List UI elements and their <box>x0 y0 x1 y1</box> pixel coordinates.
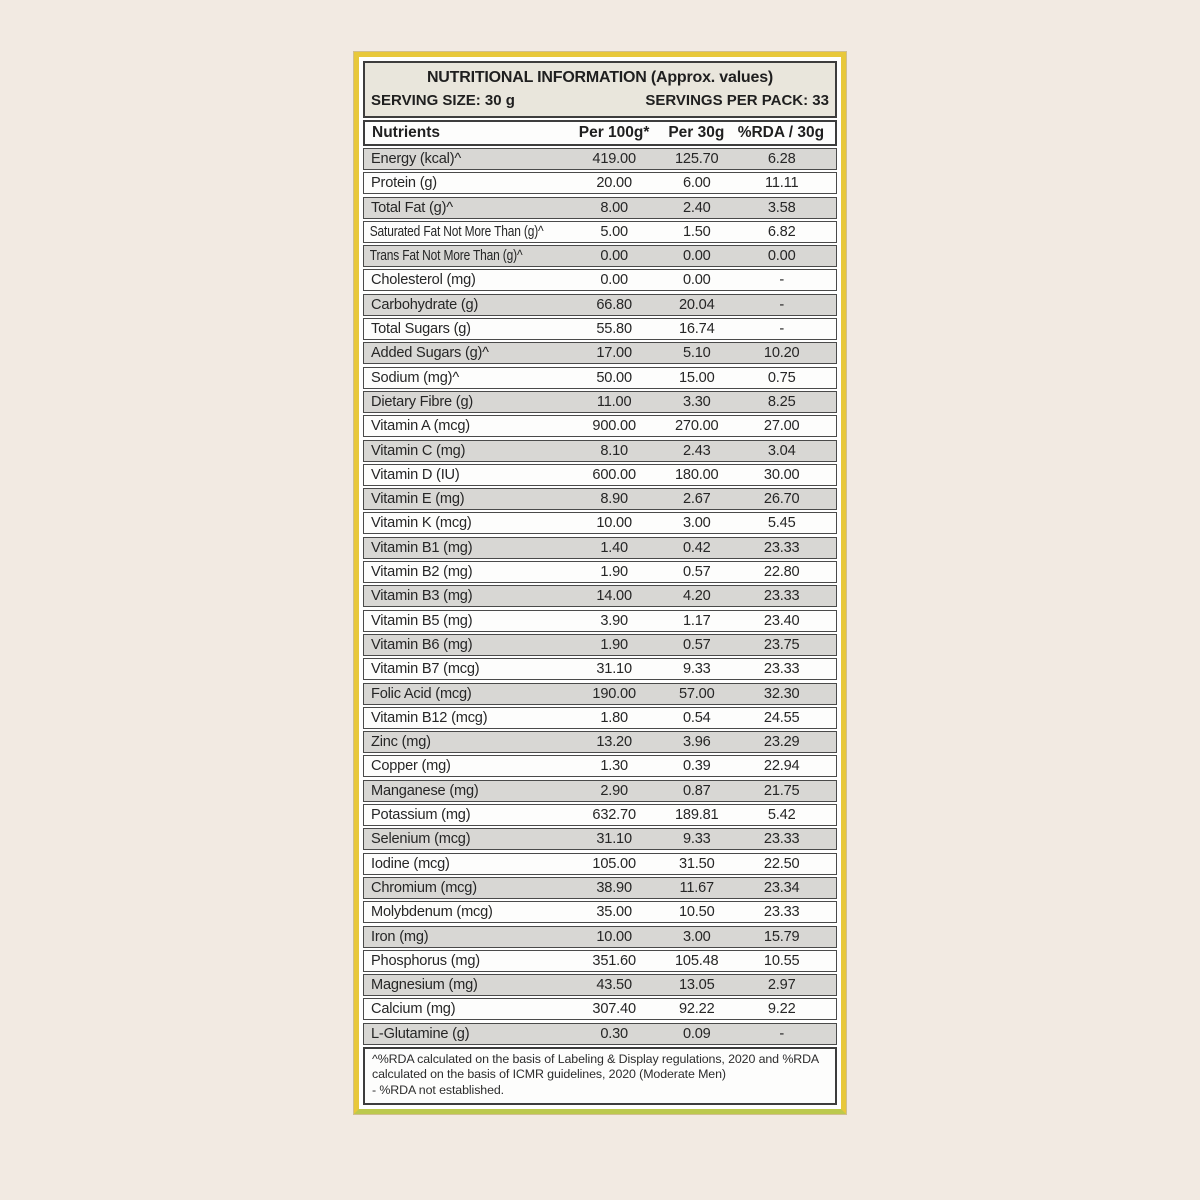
per-30g-value: 15.00 <box>678 369 715 386</box>
table-row <box>363 804 837 826</box>
per-30g-value: 125.70 <box>675 151 719 167</box>
rda-value: 5.42 <box>767 807 796 824</box>
per-30g-value: 0.42 <box>682 539 711 556</box>
per-100g-value: 38.90 <box>596 879 632 896</box>
nutrient-name: Manganese (mg) <box>371 782 479 799</box>
table-row <box>363 561 837 583</box>
label-header <box>363 61 837 118</box>
per-30g-value: 2.67 <box>682 491 711 508</box>
per-100g-value: 1.90 <box>600 636 628 653</box>
nutrient-name: Vitamin B3 (mg) <box>371 588 473 605</box>
per-100g-value: 900.00 <box>592 418 636 435</box>
table-row <box>363 998 837 1020</box>
nutrient-name: Cholesterol (mg) <box>371 272 476 289</box>
per-30g-value: 4.20 <box>682 588 711 605</box>
table-row <box>363 610 837 632</box>
nutrient-name: Sodium (mg)^ <box>371 369 459 386</box>
per-100g-value: 600.00 <box>592 466 636 483</box>
per-30g-value: 5.10 <box>682 345 711 362</box>
per-100g-value: 1.80 <box>600 709 628 726</box>
rda-value: 32.30 <box>763 685 800 702</box>
per-100g-value: 31.10 <box>596 831 632 848</box>
table-row <box>363 877 837 899</box>
per-30g-value: 0.00 <box>682 272 711 289</box>
per-100g-value: 8.00 <box>600 199 628 216</box>
per-100g-value: 632.70 <box>592 807 636 824</box>
per-30g-value: 0.57 <box>682 636 711 653</box>
nutrient-name: Vitamin B7 (mcg) <box>371 661 480 678</box>
per-100g-value: 43.50 <box>596 977 632 994</box>
per-30g-value: 1.50 <box>682 223 711 240</box>
rda-value: 2.97 <box>767 977 796 994</box>
nutrient-name: Phosphorus (mg) <box>371 952 480 969</box>
per-30g-value: 16.74 <box>678 321 715 338</box>
column-header-per-100g: Per 100g* <box>578 124 650 141</box>
per-100g-value: 190.00 <box>592 685 636 702</box>
per-30g-value: 11.67 <box>679 879 714 896</box>
per-100g-value: 3.90 <box>600 612 628 629</box>
nutrient-name: Vitamin A (mcg) <box>371 418 470 435</box>
table-row <box>363 415 837 437</box>
rda-value: 5.45 <box>767 515 796 532</box>
table-row <box>363 634 837 656</box>
per-100g-value: 35.00 <box>596 904 632 921</box>
table-row <box>363 658 837 680</box>
nutrient-name: Saturated Fat Not More Than (g)^ <box>369 223 544 240</box>
per-100g-value: 8.90 <box>600 491 628 508</box>
label-title: NUTRITIONAL INFORMATION (Approx. values) <box>426 69 774 86</box>
per-30g-value: 2.40 <box>682 199 711 216</box>
table-row <box>363 488 837 510</box>
column-header-per-30g: Per 30g <box>668 124 725 141</box>
table-row <box>363 755 837 777</box>
table-row <box>363 269 837 291</box>
column-header-row <box>363 120 837 146</box>
table-row <box>363 464 837 486</box>
per-100g-value: 351.60 <box>592 952 636 969</box>
rda-value: 23.29 <box>763 734 800 751</box>
per-30g-value: 13.05 <box>678 977 715 994</box>
nutrient-name: Vitamin K (mcg) <box>371 515 472 532</box>
per-30g-value: 9.33 <box>682 831 711 848</box>
nutrient-name: Molybdenum (mcg) <box>371 904 493 921</box>
per-30g-value: 0.87 <box>682 782 711 799</box>
per-30g-value: 9.33 <box>682 661 711 678</box>
table-row <box>363 950 837 972</box>
rda-value: - <box>779 1025 785 1042</box>
nutrient-name: Carbohydrate (g) <box>371 296 479 313</box>
table-row <box>363 440 837 462</box>
rda-value: 26.70 <box>763 491 800 508</box>
nutrient-name: Copper (mg) <box>371 758 451 775</box>
table-row <box>363 1023 837 1045</box>
table-row <box>363 707 837 729</box>
rda-value: 23.34 <box>763 879 800 896</box>
per-30g-value: 180.00 <box>675 466 719 483</box>
column-header-rda: %RDA / 30g <box>737 124 825 141</box>
per-30g-value: 3.96 <box>682 734 711 751</box>
rda-value: 22.94 <box>763 758 800 775</box>
table-row <box>363 148 837 170</box>
per-100g-value: 13.20 <box>596 734 632 751</box>
per-100g-value: 419.00 <box>592 151 636 167</box>
rda-value: 23.75 <box>763 636 800 653</box>
per-100g-value: 31.10 <box>596 661 632 678</box>
rda-value: 22.50 <box>763 855 800 872</box>
table-row <box>363 197 837 219</box>
column-header-nutrients: Nutrients <box>372 124 441 141</box>
rda-value: 15.79 <box>763 928 800 945</box>
per-100g-value: 1.30 <box>600 758 628 775</box>
nutrient-name: Added Sugars (g)^ <box>371 345 489 362</box>
rda-value: 23.33 <box>763 588 800 605</box>
per-100g-value: 0.00 <box>600 248 628 265</box>
per-30g-value: 3.00 <box>682 928 711 945</box>
per-100g-value: 55.80 <box>596 321 632 338</box>
per-30g-value: 105.48 <box>675 952 719 969</box>
per-30g-value: 0.54 <box>682 709 711 726</box>
per-100g-value: 20.00 <box>596 175 632 192</box>
nutrient-name: Magnesium (mg) <box>371 977 478 994</box>
nutrient-name: Protein (g) <box>371 175 437 192</box>
table-row <box>363 221 837 243</box>
per-100g-value: 17.00 <box>596 345 632 362</box>
rda-value: 23.33 <box>763 539 800 556</box>
per-30g-value: 189.81 <box>675 807 719 824</box>
per-100g-value: 1.40 <box>600 539 628 556</box>
per-30g-value: 57.00 <box>678 685 715 702</box>
per-30g-value: 0.09 <box>682 1025 711 1042</box>
rda-value: 21.75 <box>763 782 800 799</box>
nutrient-name: Chromium (mcg) <box>371 879 477 896</box>
table-row <box>363 901 837 923</box>
table-row <box>363 853 837 875</box>
rda-value: 30.00 <box>763 466 800 483</box>
nutrient-name: Energy (kcal)^ <box>371 151 462 167</box>
per-30g-value: 10.50 <box>678 904 715 921</box>
per-30g-value: 3.00 <box>682 515 711 532</box>
per-30g-value: 31.50 <box>678 855 715 872</box>
per-100g-value: 10.00 <box>596 515 632 532</box>
per-100g-value: 0.30 <box>600 1025 628 1042</box>
per-100g-value: 66.80 <box>596 296 632 313</box>
footnote-line-rda-basis: ^%RDA calculated on the basis of Labeling & Display regulations, 2020 and %RDA calculated on the basis of ICMR guidelines, 2020 (Moderate Men) <box>372 1051 819 1082</box>
rda-value: 22.80 <box>763 564 800 581</box>
rda-value: 23.33 <box>763 661 800 678</box>
table-row <box>363 367 837 389</box>
per-30g-value: 20.04 <box>678 296 715 313</box>
per-30g-value: 3.30 <box>682 393 711 410</box>
rda-value: 6.28 <box>767 151 796 167</box>
serving-size: SERVING SIZE: 30 g <box>371 92 515 109</box>
table-row <box>363 731 837 753</box>
table-row <box>363 391 837 413</box>
per-100g-value: 14.00 <box>596 588 632 605</box>
nutrient-name: Potassium (mg) <box>371 807 471 824</box>
table-row <box>363 585 837 607</box>
rda-value: 11.11 <box>765 175 799 192</box>
footnote-line-not-established: - %RDA not established. <box>372 1082 505 1097</box>
nutrient-name: Total Sugars (g) <box>371 321 471 338</box>
table-row <box>363 683 837 705</box>
rda-value: 24.55 <box>763 709 800 726</box>
table-row <box>363 172 837 194</box>
per-100g-value: 50.00 <box>596 369 632 386</box>
rda-value: 3.58 <box>767 199 796 216</box>
table-row <box>363 318 837 340</box>
rda-value: 8.25 <box>767 393 796 410</box>
per-100g-value: 11.00 <box>596 393 632 410</box>
footnote <box>363 1047 837 1106</box>
nutrient-name: Selenium (mcg) <box>371 831 471 848</box>
rda-value: 27.00 <box>763 418 800 435</box>
rda-value: 0.75 <box>767 369 796 386</box>
per-100g-value: 105.00 <box>592 855 636 872</box>
rda-value: - <box>779 321 785 338</box>
table-row <box>363 245 837 267</box>
nutrient-name: Vitamin B6 (mg) <box>371 636 473 653</box>
rda-value: 10.20 <box>763 345 800 362</box>
nutrient-name: L-Glutamine (g) <box>371 1025 470 1042</box>
per-30g-value: 0.57 <box>682 564 711 581</box>
table-row <box>363 537 837 559</box>
per-100g-value: 10.00 <box>596 928 632 945</box>
rda-value: 3.04 <box>767 442 796 459</box>
per-100g-value: 0.00 <box>600 272 628 289</box>
nutrient-name: Vitamin B1 (mg) <box>371 539 473 556</box>
per-30g-value: 270.00 <box>675 418 719 435</box>
nutrient-name: Trans Fat Not More Than (g)^ <box>369 248 523 265</box>
rda-value: 9.22 <box>767 1001 796 1018</box>
nutrient-name: Total Fat (g)^ <box>371 199 453 216</box>
per-100g-value: 2.90 <box>600 782 628 799</box>
rda-value: 0.00 <box>767 248 796 265</box>
per-100g-value: 8.10 <box>600 442 628 459</box>
nutrient-name: Vitamin C (mg) <box>371 442 466 459</box>
nutrient-name: Vitamin D (IU) <box>371 466 460 483</box>
per-30g-value: 6.00 <box>682 175 711 192</box>
nutrient-name: Vitamin B12 (mcg) <box>371 709 488 726</box>
rda-value: 23.33 <box>763 831 800 848</box>
nutrient-name: Calcium (mg) <box>371 1001 456 1018</box>
rda-value: 23.40 <box>763 612 800 629</box>
rda-value: 10.55 <box>763 952 800 969</box>
table-row <box>363 926 837 948</box>
nutrient-name: Vitamin B2 (mg) <box>371 564 473 581</box>
servings-per-pack: SERVINGS PER PACK: 33 <box>645 92 829 109</box>
nutrient-name: Folic Acid (mcg) <box>371 685 472 702</box>
nutrient-name: Dietary Fibre (g) <box>371 393 474 410</box>
rda-value: - <box>779 272 785 289</box>
per-100g-value: 5.00 <box>600 223 628 240</box>
per-100g-value: 1.90 <box>600 564 628 581</box>
table-row <box>363 780 837 802</box>
table-row <box>363 974 837 996</box>
per-30g-value: 2.43 <box>682 442 711 459</box>
table-row <box>363 512 837 534</box>
rda-value: 23.33 <box>763 904 800 921</box>
table-row <box>363 828 837 850</box>
nutrient-name: Vitamin B5 (mg) <box>371 612 473 629</box>
per-30g-value: 1.17 <box>682 612 711 629</box>
nutrition-label <box>354 52 846 1114</box>
table-row <box>363 342 837 364</box>
nutrition-table-body <box>363 148 837 1045</box>
nutrient-name: Iron (mg) <box>371 928 429 945</box>
rda-value: 6.82 <box>767 223 796 240</box>
table-row <box>363 294 837 316</box>
per-30g-value: 92.22 <box>678 1001 715 1018</box>
rda-value: - <box>779 296 785 313</box>
per-100g-value: 307.40 <box>592 1001 636 1018</box>
per-30g-value: 0.00 <box>682 248 711 265</box>
nutrient-name: Zinc (mg) <box>371 734 431 751</box>
nutrient-name: Iodine (mcg) <box>371 855 450 872</box>
nutrient-name: Vitamin E (mg) <box>371 491 465 508</box>
per-30g-value: 0.39 <box>682 758 711 775</box>
